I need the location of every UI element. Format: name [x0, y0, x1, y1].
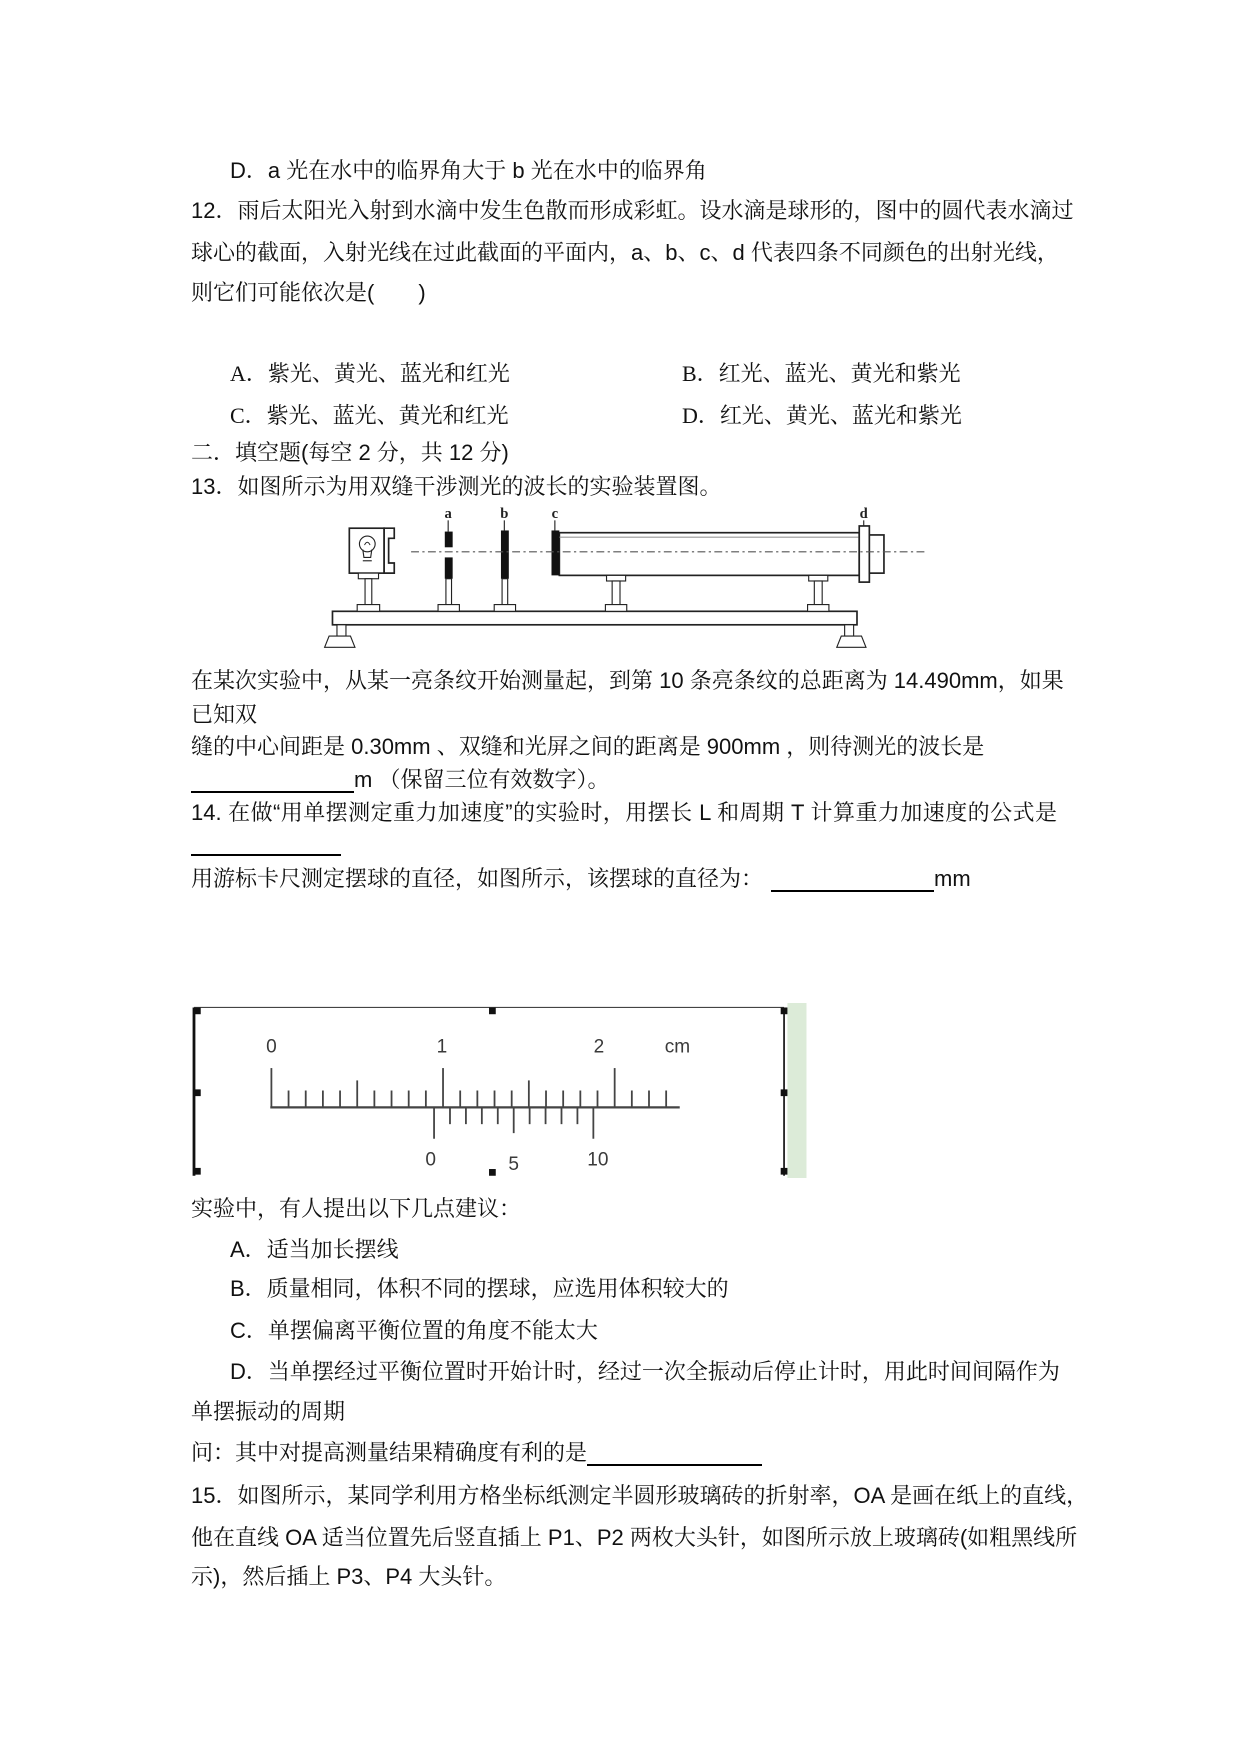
q12-option-c: C．紫光、蓝光、黄光和红光 — [230, 403, 509, 428]
selection-handle — [489, 1169, 496, 1176]
q14-suggestion-c: C．单摆偏离平衡位置的角度不能太大 — [230, 1318, 598, 1343]
main-scale-label-1: 1 — [436, 1036, 448, 1058]
q14-question: 问：其中对提高测量结果精确度有利的是 — [191, 1440, 588, 1465]
label-d: d — [859, 506, 868, 523]
q11-option-d: D．a 光在水中的临界角大于 b 光在水中的临界角 — [230, 158, 707, 183]
section-heading: 二．填空题(每空 2 分，共 12 分) — [191, 440, 509, 465]
label-a: a — [444, 506, 452, 523]
formula-answer-blank — [191, 832, 341, 856]
q14-formula-line — [191, 830, 341, 856]
suggestion-answer-blank — [587, 1442, 762, 1466]
diameter-unit: mm — [934, 866, 971, 891]
q12-option-d: D．红光、黄光、蓝光和紫光 — [682, 403, 962, 428]
q13-stem: 13．如图所示为用双缝干涉测光的波长的实验装置图。 — [191, 474, 722, 499]
q13-answer-line — [191, 767, 609, 793]
selection-handle — [194, 1007, 201, 1014]
q14-suggestion-a: A．适当加长摆线 — [230, 1237, 399, 1262]
diameter-answer-blank — [771, 868, 934, 892]
q12-option-b: B．红光、蓝光、黄光和紫光 — [682, 361, 961, 386]
q12-stem-line-1: 12．雨后太阳光入射到水滴中发生色散而形成彩虹。设水滴是球形的，图中的圆代表水滴过 — [191, 198, 1074, 223]
vernier-label-5: 5 — [508, 1154, 520, 1176]
component-a — [438, 520, 459, 611]
q12-option-a: A．紫光、黄光、蓝光和红光 — [230, 361, 510, 386]
component-c — [551, 520, 559, 575]
double-slit-apparatus-figure — [319, 501, 930, 652]
q14-question-line — [191, 1440, 762, 1466]
q12-stem-line-2: 球心的截面，入射光线在过此截面的平面内，a、b、c、d 代表四条不同颜色的出射光线， — [191, 240, 1059, 265]
q14-suggestion-b: B．质量相同，体积不同的摆球，应选用体积较大的 — [230, 1276, 729, 1301]
main-scale-label-2: 2 — [593, 1036, 605, 1058]
q14-suggestion-d-continued: 单摆振动的周期 — [191, 1399, 346, 1424]
q14-suggestions-intro: 实验中，有人提出以下几点建议： — [191, 1196, 522, 1221]
optical-bench — [325, 611, 866, 647]
q13-body-line-1: 在某次实验中，从某一亮条纹开始测量起，到第 10 条亮条纹的总距离为 14.490mm，如果 — [191, 668, 1064, 693]
q13-answer-suffix: m （保留三位有效数字）。 — [354, 767, 610, 792]
q14-suggestion-d: D．当单摆经过平衡位置时开始计时，经过一次全振动后停止计时，用此时间间隔作为 — [230, 1359, 1060, 1384]
q15-stem-line-1: 15．如图所示，某同学利用方格坐标纸测定半圆形玻璃砖的折射率，OA 是画在纸上的直线， — [191, 1483, 1089, 1508]
label-c: c — [551, 506, 559, 523]
light-source — [349, 528, 394, 611]
selection-handle — [194, 1089, 201, 1096]
vernier-caliper-figure — [189, 1003, 807, 1178]
q12-stem-line-3: 则它们可能依次是( ) — [191, 280, 426, 305]
q13-body-line-2: 已知双 — [191, 702, 258, 727]
vernier-label-10: 10 — [587, 1149, 609, 1171]
q15-stem-line-3: 示)，然后插上 P3、P4 大头针。 — [191, 1564, 507, 1589]
tube-support — [808, 575, 829, 611]
q14-diameter-prompt: 用游标卡尺测定摆球的直径，如图所示，该摆球的直径为： — [191, 866, 764, 891]
component-b — [494, 520, 515, 611]
selection-handle — [489, 1007, 496, 1014]
tube — [559, 533, 859, 576]
selection-handle — [781, 1168, 788, 1175]
image-edge-strip — [787, 1003, 806, 1178]
selection-handle — [781, 1007, 788, 1014]
wavelength-answer-blank — [191, 769, 354, 793]
label-b: b — [500, 506, 509, 523]
selection-handle — [194, 1168, 201, 1175]
tube-support — [605, 575, 626, 611]
vernier-label-0: 0 — [425, 1149, 436, 1171]
q14-diameter-line — [191, 866, 971, 892]
q15-stem-line-2: 他在直线 OA 适当位置先后竖直插上 P1、P2 两枚大头针，如图所示放上玻璃砖(如粗黑线所 — [191, 1525, 1078, 1550]
main-scale-label-0: 0 — [266, 1036, 277, 1058]
q14-stem: 14. 在做“用单摆测定重力加速度”的实验时，用摆长 L 和周期 T 计算重力加速度的公式是 — [191, 800, 1057, 825]
main-scale-unit: cm — [664, 1036, 691, 1058]
selection-handle — [781, 1089, 788, 1096]
q13-body-line-3: 缝的中心间距是 0.30mm 、双缝和光屏之间的距离是 900mm ，则待测光的波长是 — [191, 734, 985, 759]
